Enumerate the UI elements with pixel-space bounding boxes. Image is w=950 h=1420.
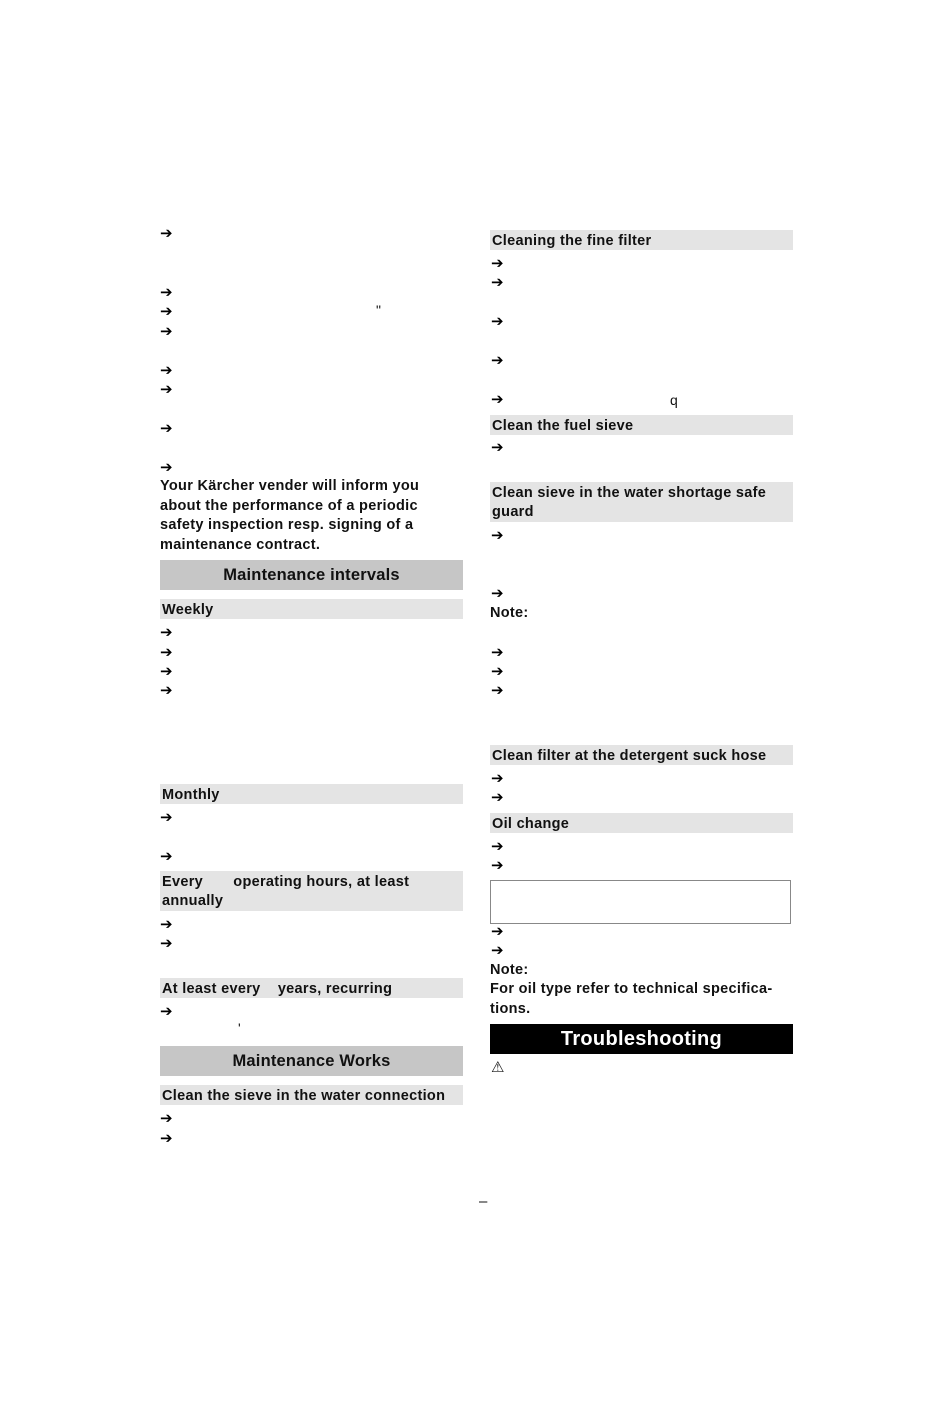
bullet-arrow-icon: ➔ [491, 770, 504, 787]
bullet-arrow-icon: ➔ [160, 916, 173, 933]
oil-change-heading: Oil change [490, 813, 793, 833]
bullet-arrow-icon: ➔ [160, 1110, 173, 1127]
bullet-arrow-icon: ➔ [491, 644, 504, 661]
bullet-arrow-icon: ➔ [491, 682, 504, 699]
bullet-arrow-icon: ➔ [491, 942, 504, 959]
text-fragment: " [376, 302, 381, 318]
maintenance-intervals-heading: Maintenance intervals [160, 560, 463, 590]
bullet-arrow-icon: ➔ [160, 682, 173, 699]
bullet-arrow-icon: ➔ [160, 303, 173, 320]
bullet-arrow-icon: ➔ [491, 255, 504, 272]
bullet-arrow-icon: ➔ [160, 323, 173, 340]
bullet-arrow-icon: ➔ [160, 420, 173, 437]
every-hours-heading: Every operating hours, at least annually [160, 871, 463, 911]
bullet-arrow-icon: ➔ [160, 1130, 173, 1147]
warning-icon: ⚠ [491, 1059, 505, 1076]
clean-sieve-water-heading: Clean the sieve in the water connection [160, 1085, 463, 1105]
bullet-arrow-icon: ➔ [491, 663, 504, 680]
bullet-arrow-icon: ➔ [160, 848, 173, 865]
water-shortage-heading: Clean sieve in the water shortage safe guard [490, 482, 793, 522]
note-label: Note: [490, 962, 529, 978]
bullet-arrow-icon: ➔ [491, 313, 504, 330]
inspection-paragraph: Your Kärcher vender will inform you about the performance of a periodic safety inspection resp. signing of a maintenance contract. [160, 478, 420, 553]
oil-type-note: For oil type refer to technical specifica-tions. [490, 981, 773, 1017]
bullet-arrow-icon: ➔ [160, 362, 173, 379]
bullet-arrow-icon: ➔ [491, 274, 504, 291]
bullet-arrow-icon: ➔ [160, 663, 173, 680]
fine-filter-heading: Cleaning the fine filter [490, 230, 793, 250]
bullet-arrow-icon: ➔ [160, 225, 173, 242]
weekly-heading: Weekly [160, 599, 463, 619]
troubleshooting-heading: Troubleshooting [490, 1024, 793, 1054]
monthly-heading: Monthly [160, 784, 463, 804]
bullet-arrow-icon: ➔ [491, 923, 504, 940]
bullet-arrow-icon: ➔ [160, 809, 173, 826]
every-years-heading: At least every years, recurring [160, 978, 463, 998]
bullet-arrow-icon: ➔ [160, 935, 173, 952]
bullet-arrow-icon: ➔ [160, 1003, 173, 1020]
bullet-arrow-icon: ➔ [160, 284, 173, 301]
fuel-sieve-heading: Clean the fuel sieve [490, 415, 793, 435]
bullet-arrow-icon: ➔ [491, 391, 504, 408]
bullet-arrow-icon: ➔ [491, 789, 504, 806]
bullet-arrow-icon: ➔ [491, 352, 504, 369]
bullet-arrow-icon: ➔ [491, 439, 504, 456]
bullet-arrow-icon: ➔ [160, 381, 173, 398]
empty-notice-box [490, 880, 791, 924]
bullet-arrow-icon: ➔ [160, 644, 173, 661]
note-label: Note: [490, 605, 529, 621]
text-fragment: q [670, 392, 678, 408]
bullet-arrow-icon: ➔ [491, 857, 504, 874]
page-number: – [479, 1193, 488, 1210]
text-fragment: ' [238, 1020, 241, 1036]
detergent-filter-heading: Clean filter at the detergent suck hose [490, 745, 793, 765]
bullet-arrow-icon: ➔ [491, 838, 504, 855]
bullet-arrow-icon: ➔ [160, 624, 173, 641]
bullet-arrow-icon: ➔ [160, 459, 173, 476]
bullet-arrow-icon: ➔ [491, 585, 504, 602]
maintenance-works-heading: Maintenance Works [160, 1046, 463, 1076]
bullet-arrow-icon: ➔ [491, 527, 504, 544]
